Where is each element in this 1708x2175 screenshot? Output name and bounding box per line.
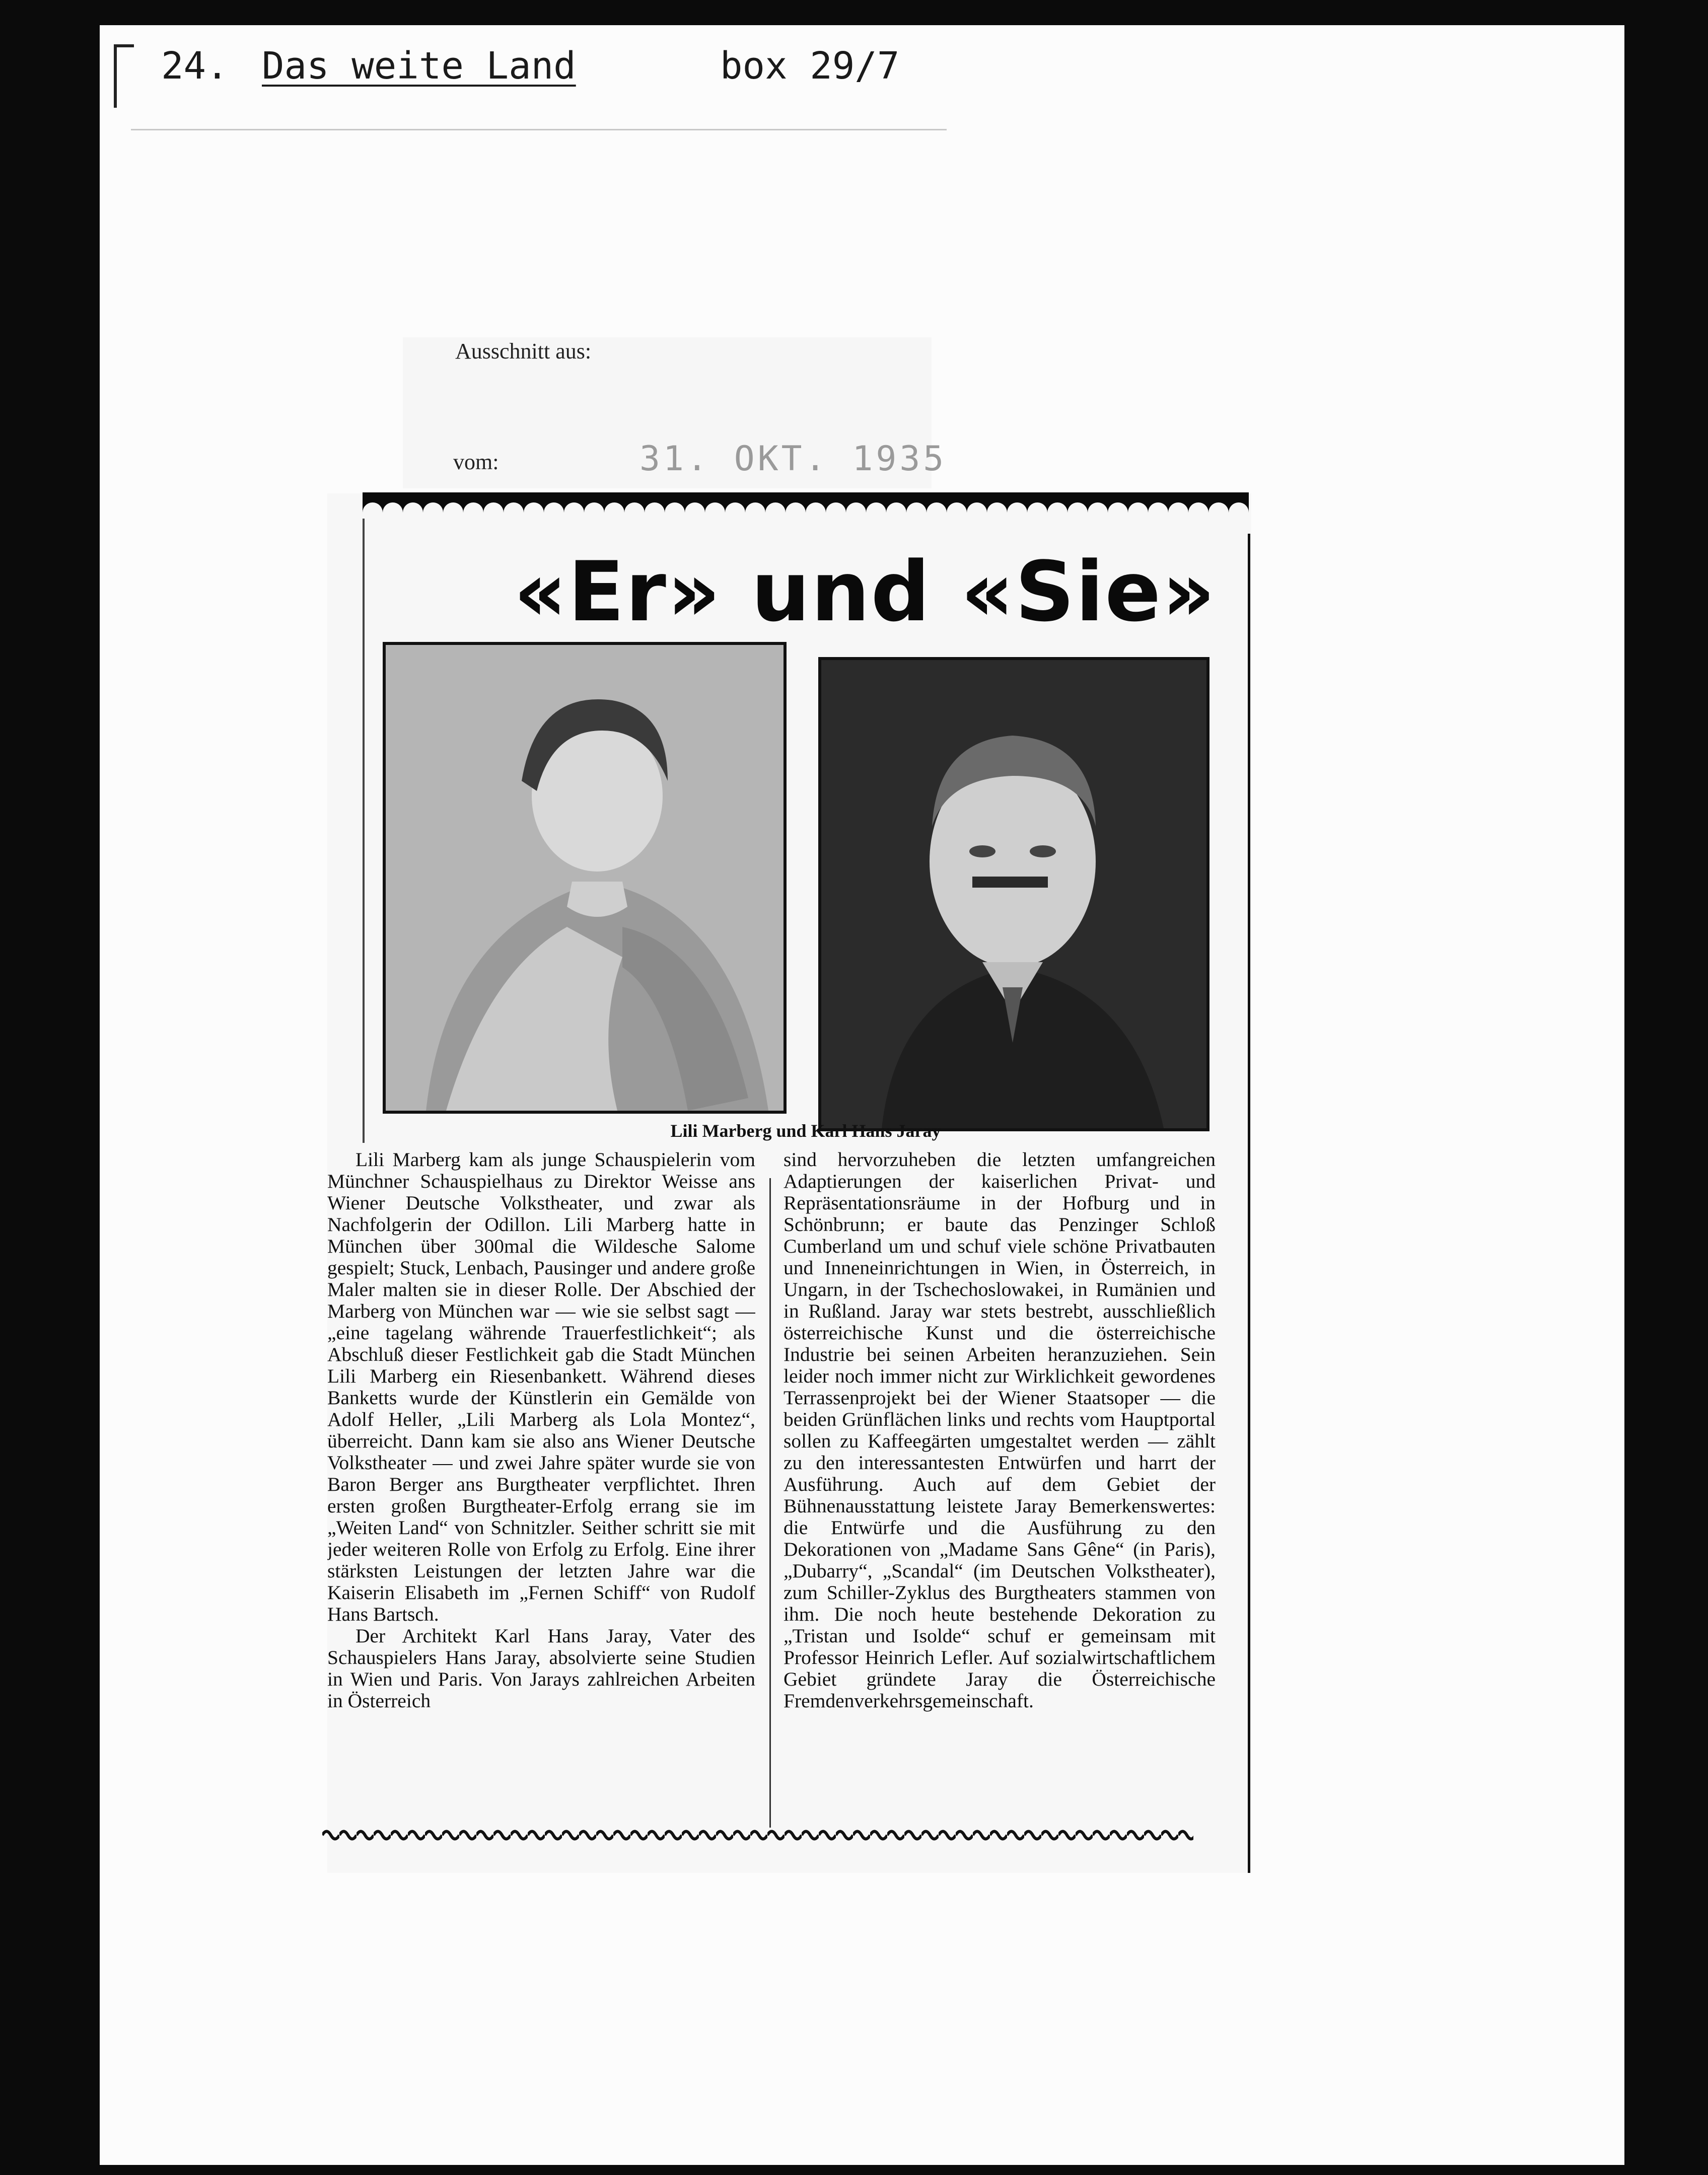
- clipping-edge-left: [363, 519, 365, 1143]
- column-divider: [769, 1178, 771, 1828]
- stamp-date-value: 31. OKT. 1935: [639, 439, 947, 479]
- paragraph-jaray-works: sind hervorzuheben die letzten umfangreichen Adaptierungen der kaiserlichen Privat- und Repräsentationsräume in der Hofburg und in Schönbrunn; er baute das Penzinger Schloß Cumberland um und schuf viele schöne Privatbauten und Inneneinrichtungen in Wien, in Österreich, in Ungarn, in der Tschechoslowakei, in Rumänien und in Rußland. Jaray war stets bestrebt, ausschließlich österreichische Kunst und die österreichische Industrie bei seinen Arbeiten heranzuziehen. Sein leider noch immer nicht zur Wirklichkeit gewordenes Terrassenprojekt bei der Wiener Staatsoper — die beiden Grünflächen links und rechts vom Hauptportal sollen zu Kaffeegärten umgestaltet werden — zählt zu den interessantesten Entwürfen und harrt der Ausführung. Auch auf dem Gebiet der Bühnenausstattung leistete Jaray Bemerkenswertes: die Entwürfe und die Ausführung zu den Dekorationen von „Madame Sans Gêne“ (in Paris), „Dubarry“, „Scandal“ (im Deutschen Volkstheater), zum Schiller-Zyklus des Burgtheaters stammen von ihm. Die noch heute bestehende Dekoration zu „Tristan und Isolde“ schuf er gemeinsam mit Professor Heinrich Lefler. Auf sozialwirtschaftlichem Gebiet gründete Jaray die Österreichische Fremdenverkehrsgemeinschaft.: [784, 1149, 1216, 1712]
- play-title: Das weite Land: [262, 44, 576, 88]
- photo-caption: Lili Marberg und Karl Hans Jaray: [670, 1121, 941, 1141]
- article-headline: «Er» und «Sie»: [514, 544, 1217, 640]
- photo-karl-hans-jaray: [818, 657, 1209, 1131]
- article-column-1: [327, 1149, 755, 1844]
- clipping-edge-right: [1248, 534, 1250, 1873]
- article-column-2: [784, 1149, 1216, 1844]
- man-portrait-icon: [821, 660, 1206, 1128]
- stamp-date-label: vom:: [453, 450, 499, 474]
- header-rule: [131, 129, 947, 130]
- scalloped-edge-top: [363, 492, 1249, 513]
- stamp-source-label: Ausschnitt aus:: [455, 339, 592, 364]
- paragraph-marberg: Lili Marberg kam als junge Schauspielerin vom Münchner Schauspielhaus zu Direktor Weisse ans Wiener Deutsche Volkstheater, und zwar als Nachfolgerin der Odillon. Lili Marberg hatte in München über 300mal die Wildesche Salome gespielt; Stuck, Lenbach, Pausinger und andere große Maler malten sie in dieser Rolle. Der Abschied der Marberg von München war — wie sie selbst sagt — „eine tagelang währende Trauerfestlichkeit“; als Abschluß dieser Festlichkeit gab die Stadt München Lili Marberg ein Riesenbankett. Während dieses Banketts wurde der Künstlerin ein Gemälde von Adolf Heller, „Lili Marberg als Lola Montez“, überreicht. Dann kam sie also ans Wiener Deutsche Volkstheater — und zwei Jahre später wurde sie von Baron Berger ans Burgtheater verpflichtet. Ihren ersten großen Burgtheater-Erfolg errang sie im „Weiten Land“ von Schnitzler. Seither schritt sie mit jeder weiteren Rolle von Erfolg zu Erfolg. Eine ihrer stärksten Leistungen der letzten Jahre war die Kaiserin Elisabeth im „Fernen Schiff“ von Rudolf Hans Bartsch.: [327, 1149, 755, 1625]
- corner-mark: [114, 44, 134, 108]
- photo-lili-marberg: [383, 642, 787, 1114]
- woman-portrait-icon: [386, 645, 784, 1111]
- item-number: 24.: [161, 44, 229, 88]
- box-reference: box 29/7: [720, 44, 900, 88]
- paragraph-jaray-intro: Der Architekt Karl Hans Jaray, Vater des Schauspielers Hans Jaray, absolvierte seine Studien in Wien und Paris. Von Jarays zahlreichen Arbeiten in Österreich: [327, 1625, 755, 1712]
